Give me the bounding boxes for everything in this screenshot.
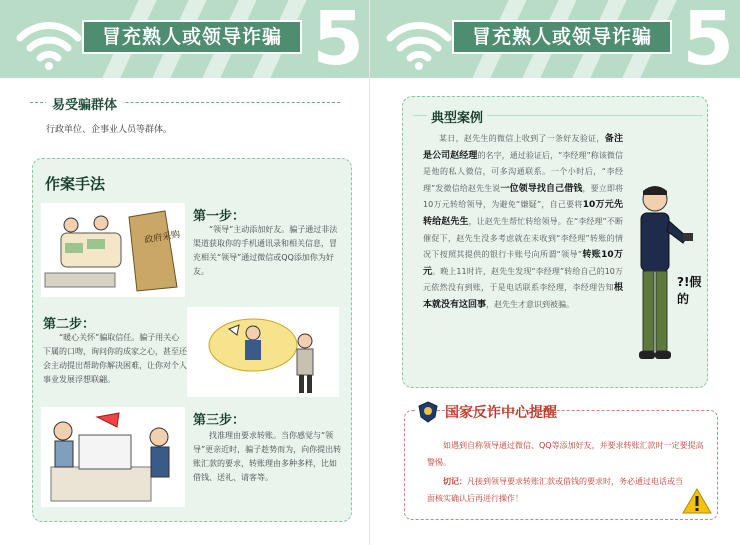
fake-label: ?!假的 <box>677 275 702 306</box>
case-text <box>423 131 623 314</box>
case-box <box>402 96 708 388</box>
wifi-icon <box>386 10 452 72</box>
conversation-illustration <box>187 307 339 397</box>
case-text-part: ，赵先生才意识到被骗。 <box>486 299 575 309</box>
police-badge-icon <box>417 401 439 423</box>
warning-text-strong <box>427 473 689 507</box>
man-with-phone-illustration <box>625 181 695 381</box>
warning-strong-label: 切记： <box>443 477 467 486</box>
warning-title: 国家反诈中心提醒 <box>445 405 557 421</box>
warning-triangle-icon <box>681 487 713 515</box>
group-text: 行政单位、企事业人员等群体。 <box>46 125 173 135</box>
step-2-title: 第二步： <box>43 317 96 332</box>
transfer-illustration <box>41 407 185 507</box>
warning-title-wrap <box>417 401 557 423</box>
warning-text: 如遇到自称领导通过微信、QQ等添加好友，并要求转账汇款时一定要提高警惕。 <box>427 441 704 467</box>
case-text-part: 的名字，通过验证后，“李经理”称该微信是他的私人微信，可多沟通联系。一个小时后，“李经理”发微信给赵先生说 <box>423 150 623 193</box>
case-text-part: 。晚上11时许，赵先生发现“李经理”转给自己的10万元依然没有到账，于是电话联系李经理，李经理告知 <box>423 266 623 293</box>
warning-box <box>404 405 718 520</box>
case-highlight: 备注是公司赵经理 <box>423 134 623 161</box>
case-highlight: 转账10万元 <box>423 250 623 277</box>
header-band <box>370 0 740 78</box>
case-highlight: 根本就没有这回事 <box>423 283 623 310</box>
warning-strong-text: 凡接到领导要求转账汇款或借钱的要求时，务必通过电话或当面核实确认后再进行操作！ <box>427 477 683 503</box>
method-title: 作案手法 <box>45 175 106 193</box>
step-1-title: 第一步： <box>193 209 246 224</box>
header-number: 5 <box>312 0 364 78</box>
step-2-text: “暖心关怀”骗取信任。骗子用关心下属的口吻，询问你的成家之心，甚至还会主动提出帮助你解决困难，让你对个人事业发展浮想联翩。 <box>43 333 187 384</box>
money-illustration <box>41 203 185 297</box>
step-3-title: 第三步： <box>193 413 246 428</box>
svg-text:政府采购: 政府采购 <box>143 229 181 246</box>
case-title: 典型案例 <box>427 107 487 126</box>
header-title: 冒充熟人或领导诈骗 <box>101 26 282 48</box>
step-1-text: “领导”主动添加好友。骗子通过非法渠道获取你的手机通讯录和相关信息，冒充相关“领导”通过微信或QQ添加你为好友。 <box>193 225 338 276</box>
case-text-part: ，要立即将10万元转给领导，为避免“嫌疑”，自己要将 <box>423 183 623 210</box>
header-number: 5 <box>682 0 734 78</box>
case-highlight: 一位领导找自己借钱 <box>500 183 583 194</box>
case-text-part: ，让赵先生帮忙转给领导。在“李经理”不断催促下，赵先生没多考虑就在未收到“李经理”转账的情况下按照其提供的银行卡账号向所谓“领导” <box>423 216 623 260</box>
header-title: 冒充熟人或领导诈骗 <box>471 26 652 48</box>
case-highlight: 10万元先转给赵先生 <box>423 200 623 227</box>
group-title: 易受骗群体 <box>46 94 123 113</box>
header-title-box <box>452 20 672 54</box>
wifi-icon <box>16 10 82 72</box>
step-3-text: 找准理由要求转账。当你感觉与“领导”更亲近时，骗子趁势而为，向你提出转账汇款的要求，转账理由多种多样，比如借钱、送礼、请客等。 <box>193 431 342 482</box>
case-text-part: 某日，赵先生的微信上收到了一条好友验证， <box>439 134 605 143</box>
method-box <box>32 158 352 522</box>
header-band <box>0 0 370 78</box>
header-title-box <box>82 20 302 54</box>
right-page <box>370 0 740 545</box>
